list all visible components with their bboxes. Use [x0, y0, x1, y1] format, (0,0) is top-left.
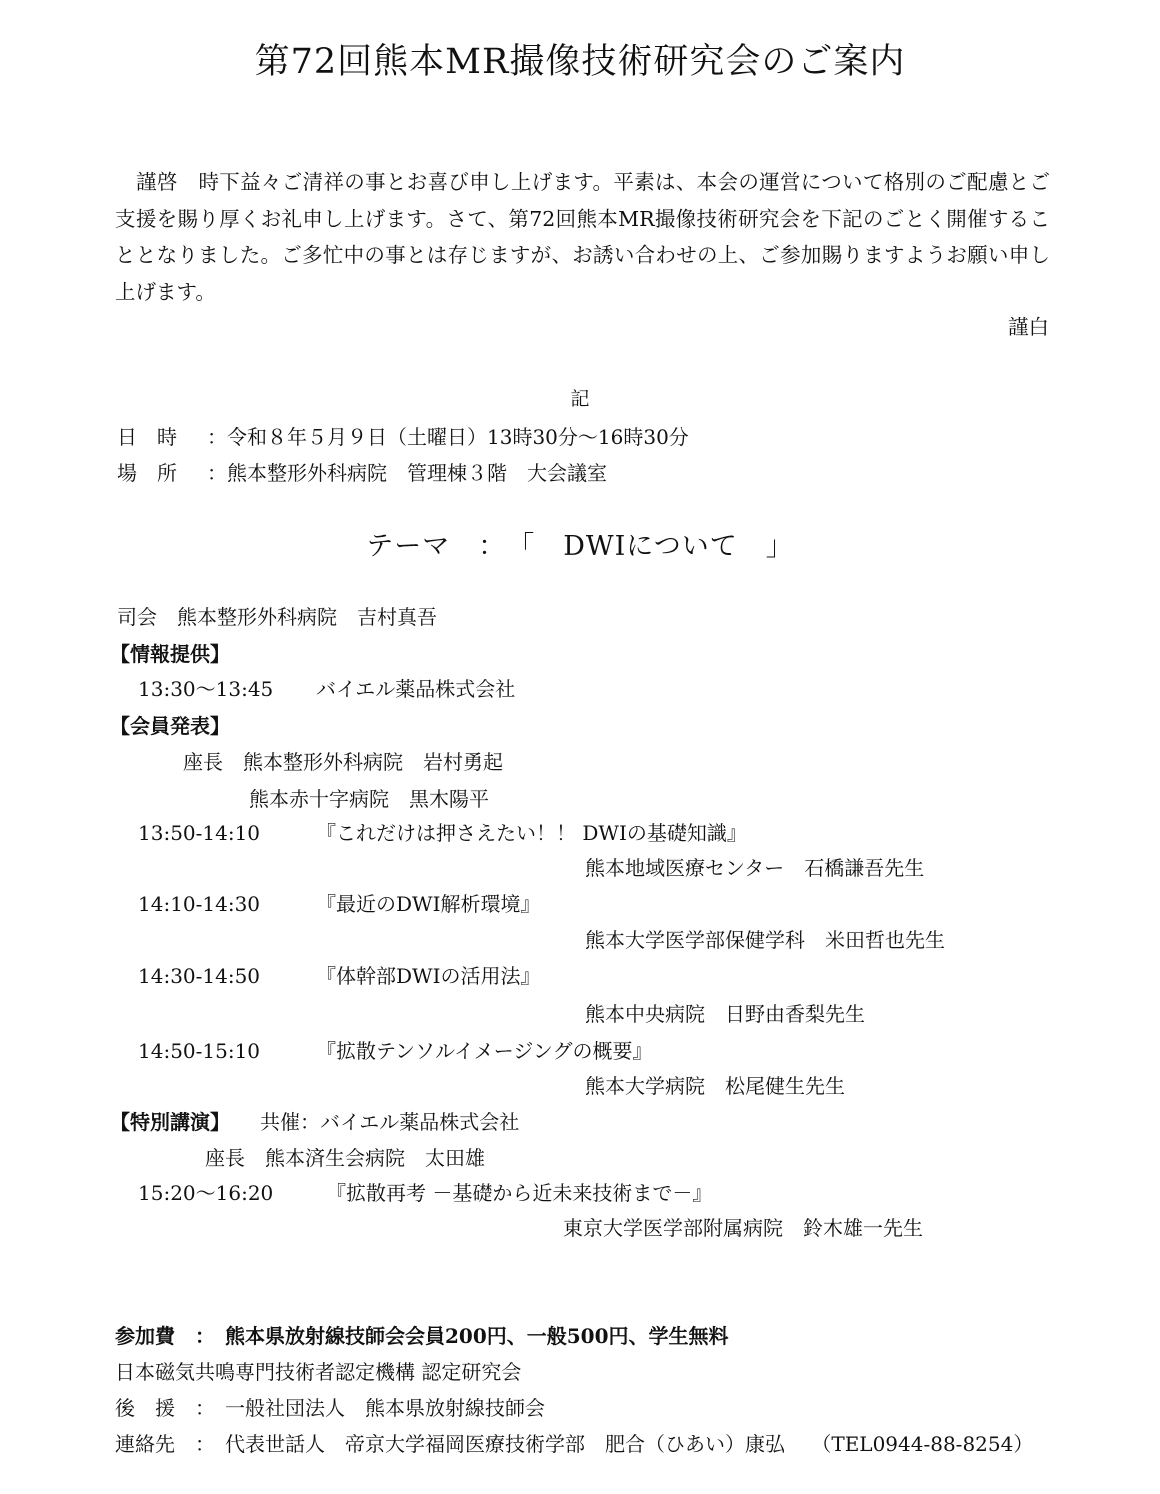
mc: 司会 熊本整形外科病院 吉村真吾: [117, 605, 437, 629]
special-sponsor: 共催：バイエル薬品株式会社: [260, 1110, 520, 1134]
datetime-value: ：令和８年５月９日（土曜日）13時30分～16時30分: [207, 425, 689, 449]
talk-speaker: 熊本中央病院 日野由香梨先生: [585, 1002, 865, 1026]
special-heading: 【特別講演】: [110, 1110, 230, 1134]
info-heading: 【情報提供】: [110, 642, 230, 666]
talk-3: [138, 960, 541, 989]
venue-row: [117, 457, 607, 486]
contact: 連絡先 ： 代表世話人 帝京大学福岡医療技術学部 肥合（ひあい）康弘 （TEL0944-88-8254）: [115, 1432, 1034, 1456]
fee: 参加費 ： 熊本県放射線技師会会員200円、一般500円、学生無料: [115, 1324, 729, 1348]
member-chair-2: 熊本赤十字病院 黒木陽平: [249, 787, 489, 811]
info-company: バイエル薬品株式会社: [316, 677, 516, 701]
theme: テーマ ： 「 DWIについて 」: [366, 531, 794, 562]
member-chair-1: 座長 熊本整形外科病院 岩村勇起: [183, 750, 503, 774]
talk-speaker: 熊本大学病院 松尾健生先生: [585, 1074, 845, 1098]
special-row: [110, 1106, 519, 1135]
talk-title: 『最近のDWI解析環境』: [316, 892, 541, 916]
talk-time: 13:50-14:10: [138, 821, 261, 845]
greeting-paragraph: 謹啓 時下益々ご清祥の事とお喜び申し上げます。平素は、本会の運営について格別のご配慮とご支援を賜り厚くお礼申し上げます。さて、第72回熊本MR撮像技術研究会を下記のごとく開催することとなりました。ご多忙中の事とは存じますが、お誘い合わせの上、ご参加賜りますようお願い申し上げます。: [115, 170, 1050, 304]
special-time: 15:20～16:20: [138, 1181, 274, 1205]
info-row: [138, 673, 515, 702]
talk-time: 14:30-14:50: [138, 964, 261, 988]
special-title: 『拡散再考 －基礎から近未来技術まで－』: [326, 1181, 713, 1205]
ki-marker: 記: [570, 388, 590, 410]
talk-1: [138, 817, 747, 846]
venue-label: 場 所: [117, 461, 177, 485]
talk-speaker: 熊本大学医学部保健学科 米田哲也先生: [585, 928, 945, 952]
talk-2: [138, 888, 541, 917]
certification: 日本磁気共鳴専門技術者認定機構 認定研究会: [115, 1360, 522, 1384]
datetime-label: 日 時: [117, 425, 177, 449]
talk-speaker: 熊本地域医療センター 石橋謙吾先生: [585, 856, 925, 880]
special-talk: [138, 1177, 712, 1206]
page-title: 第72回熊本MR撮像技術研究会のご案内: [254, 42, 906, 82]
talk-title: 『拡散テンソルイメージングの概要』: [316, 1039, 653, 1063]
venue-value: ：熊本整形外科病院 管理棟３階 大会議室: [207, 461, 607, 485]
talk-time: 14:10-14:30: [138, 892, 261, 916]
closing-word: 謹白: [1008, 315, 1049, 339]
info-time: 13:30～13:45: [138, 677, 274, 701]
datetime-row: [117, 421, 689, 450]
member-heading: 【会員発表】: [110, 714, 230, 738]
talk-title: 『体幹部DWIの活用法』: [316, 964, 541, 988]
talk-time: 14:50-15:10: [138, 1039, 261, 1063]
talk-4: [138, 1035, 653, 1064]
special-chair: 座長 熊本済生会病院 太田雄: [205, 1146, 485, 1170]
support: 後 援 ： 一般社団法人 熊本県放射線技師会: [115, 1396, 545, 1420]
talk-title: 『これだけは押さえたい！！ DWIの基礎知識』: [316, 821, 747, 845]
special-speaker: 東京大学医学部附属病院 鈴木雄一先生: [563, 1216, 923, 1240]
